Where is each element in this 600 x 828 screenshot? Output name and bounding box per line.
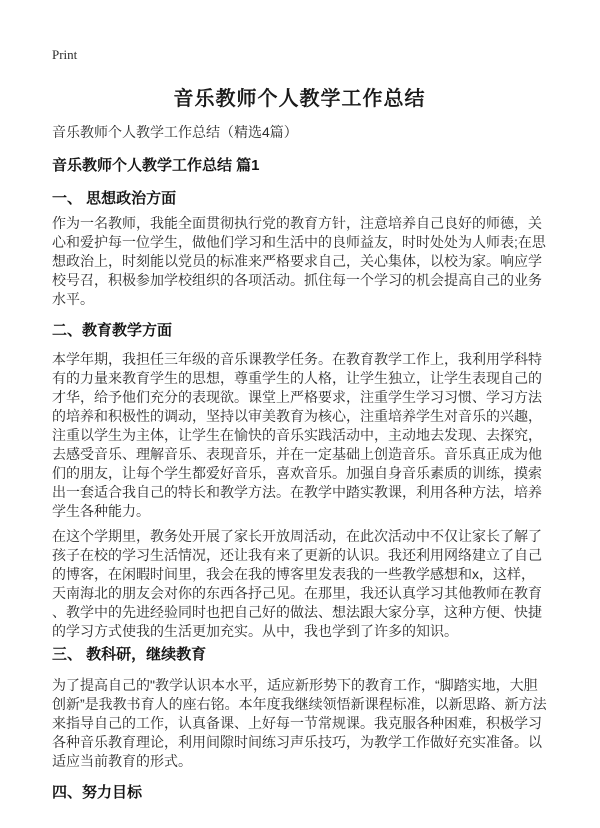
- section-1-paragraph: 作为一名教师，我能全面贯彻执行党的教育方针，注意培养自己良好的师德，关心和爱护每一位学生，做他们学习和生活中的良师益友，时时处处为人师表;在思想政治上，时刻能以党员的标准来严格要求自己，关心集体，以校为家。响应学校号召，积极参加学校组织的各项活动。抓住每一个学习的机会提高自己的业务水平。: [52, 215, 546, 307]
- section-heading-4: 四、努力目标: [52, 784, 143, 801]
- print-link[interactable]: Print: [52, 47, 78, 62]
- document-subtitle: 音乐教师个人教学工作总结（精选4篇）: [52, 124, 298, 140]
- section-2-paragraph-2: 在这个学期里，教务处开展了家长开放周活动，在此次活动中不仅让家长了解了孩子在校的学习生活情况，还让我有来了更新的认识。我还利用网络建立了自己的博客，在闲暇时间里，我会在我的博客里发表我的一些教学感想和x，这样，天南海北的朋友会对你的东西各抒己见。在那里，我还认真学习其他教师在教育、教学中的先进经验同时也把自己好的做法、想法跟大家分享，这种方便、快捷的学习方式使我的生活更加充实。从中，我也学到了许多的知识。: [52, 528, 542, 639]
- document-title: 音乐教师个人教学工作总结: [173, 88, 426, 110]
- article-title: 音乐教师个人教学工作总结 篇1: [52, 157, 260, 174]
- section-heading-2: 二、教育教学方面: [52, 322, 173, 339]
- section-heading-1: 一、 思想政治方面: [52, 190, 177, 207]
- section-heading-3: 三、 教科研，继续教育: [52, 646, 207, 663]
- section-2-paragraph-1: 本学年期，我担任三年级的音乐课教学任务。在教育教学工作上，我利用学科特有的力量来教育学生的思想，尊重学生的人格，让学生独立，让学生表现自己的才华，给予他们充分的表现欲。课堂上严格要求，注重学生学习习惯、学习方法的培养和积极性的调动，坚持以审美教育为核心，注重培养学生对音乐的兴趣，注重以学生为主体，让学生在愉快的音乐实践活动中，主动地去发现、去探究，去感受音乐、理解音乐、表现音乐，并在一定基础上创造音乐。音乐真正成为他们的朋友，让每个学生都爱好音乐，喜欢音乐。加强自身音乐素质的训练，摸索出一套适合我自己的特长和教学方法。在教学中踏实教课，利用各种方法，培养学生各种能力。: [52, 351, 542, 519]
- section-3-paragraph: 为了提高自己的"教学认识本水平，适应新形势下的教育工作，“脚踏实地，大胆创新”是我教书育人的座右铭。本年度我继续领悟新课程标准，以新思路、新方法来指导自己的工作，认真备课、上好每一节常规课。我克服各种困难，积极学习各种音乐教育理论，利用间隙时间练习声乐技巧，为教学工作做好充实准备。以适应当前教育的形式。: [52, 677, 547, 769]
